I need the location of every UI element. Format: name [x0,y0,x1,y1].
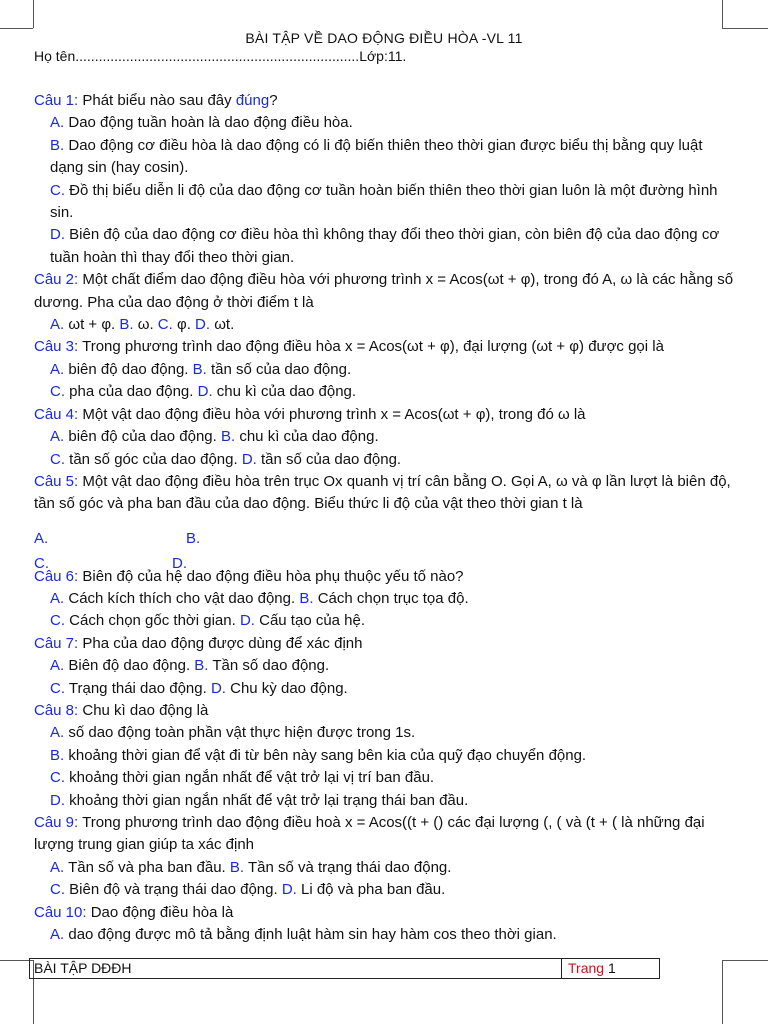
question-list [34,90,734,946]
option-c [50,767,734,789]
option-letter: D. [50,226,65,244]
question-label: Câu 5: [34,472,79,490]
option-text: số dao động toàn phần vật thực hiện được trong 1s. [64,724,416,742]
option-text: biên độ dao động. [64,360,193,378]
name-class-line: Họ tên.........................................................................Lớp:11. [34,48,407,64]
option-line [50,879,734,901]
option-letter: D. [195,316,211,334]
question-text: Chu kì dao động là [78,701,209,719]
option-text: biên độ của dao động. [64,428,221,446]
crop-mark [722,0,723,28]
option-text: Tần số dao động. [208,657,330,675]
option-row-ab [34,528,734,550]
option-text: Tần số và trạng thái dao động. [244,858,452,876]
option-text: Li độ và pha ban đầu. [296,881,446,899]
question-4 [34,404,734,426]
option-text: Cách chọn gốc thời gian. [65,612,240,630]
question-text: Một vật dao động điều hòa trên trục Ox quanh vị trí cân bằng O. Gọi A, ω và φ lần lượt là biên độ, tần số góc và pha ban đầu của dao động. Biểu thức li độ của vật theo thời gian t là [34,472,731,513]
spacer [34,516,734,528]
option-text: dao động được mô tả bằng định luật hàm sin hay hàm cos theo thời gian. [64,926,557,943]
question-text: Trong phương trình dao động điều hoà x = Acos((t + () các đại lượng (, ( và (t + ( là những đại lượng trung gian giúp ta xác định [34,813,705,854]
option-letter: B. [50,746,65,764]
option-letter: A. [50,360,65,378]
option-text: Cách chọn trục tọa độ. [313,589,469,607]
option-letter: C. [50,679,65,697]
option-text: tần số của dao động. [206,360,352,378]
option-letter: C. [50,881,65,899]
option-line [50,678,734,700]
question-emphasis: đúng [235,92,270,109]
option-text: Dao động tuần hoàn là dao động điều hòa. [64,114,353,132]
option-letter: C. [50,181,65,199]
question-label: Câu 3: [34,338,79,356]
option-letter: D. [197,383,213,401]
option-text: tần số góc của dao động. [65,450,242,468]
question-8 [34,700,734,722]
question-5 [34,471,734,516]
option-letter: A. [50,316,65,334]
option-b [50,745,734,767]
crop-mark [0,28,33,29]
option-letter: A. [50,858,65,876]
question-label: Câu 8: [34,701,79,719]
page-number [568,960,616,976]
question-label: Câu 7: [34,634,79,652]
option-letter: A. [50,926,65,943]
option-a [50,722,734,744]
option-text: ω. [133,316,158,334]
option-text: Biên độ dao động. [64,657,195,675]
option-letter: B. [194,657,209,675]
option-text: ωt. [210,316,235,334]
option-text: Biên độ và trạng thái dao động. [65,881,282,899]
footer-divider [561,959,562,978]
option-letter: C. [157,316,173,334]
option-letter: C. [50,383,65,401]
option-letter: C. [50,769,65,787]
footer-title: BÀI TẬP DĐĐH [34,960,132,976]
option-text: khoảng thời gian để vật đi từ bên này sang bên kia của quỹ đạo chuyển động. [64,746,587,764]
option-letter: B. [229,858,245,876]
option-text: ωt + φ. [64,316,120,334]
page-title: BÀI TẬP VỀ DAO ĐỘNG ĐIỀU HÒA -VL 11 [245,30,523,46]
page-footer [29,958,660,979]
option-letter: D. [210,679,226,697]
option-line [50,588,734,610]
option-letter: A. [50,428,65,446]
option-letter: B. [192,360,207,378]
question-label: Câu 4: [34,405,79,423]
option-text: Dao động cơ điều hòa là dao động có li độ biến thiên theo thời gian được biểu thị bằng quy luật dạng sin (hay cosin). [50,136,703,177]
option-line [50,610,734,632]
option-text: khoảng thời gian ngắn nhất để vật trở lại trạng thái ban đầu. [65,791,469,809]
question-label: Câu 6: [34,567,79,585]
option-text: Tần số và pha ban đầu. [64,858,230,876]
option-text: Đồ thị biểu diễn li độ của dao động cơ tuần hoàn biến thiên theo thời gian luôn là một đường hình sin. [50,181,718,222]
option-letter: C. [50,450,65,468]
option-letter: A. [50,724,65,742]
option-letter-a: A. [34,529,49,547]
option-letter: A. [50,589,65,607]
option-text: φ. [172,316,196,334]
option-letter: D. [50,791,65,809]
question-7 [34,633,734,655]
option-letter-d: D. [172,555,187,573]
question-text-end: ? [269,92,278,109]
question-text: Pha của dao động được dùng để xác định [78,634,363,652]
option-line [50,449,734,471]
option-text: chu kì của dao động. [235,428,379,446]
option-letter: C. [50,612,65,630]
crop-mark [722,960,768,961]
question-2 [34,269,734,314]
option-a [50,924,734,946]
option-text: pha của dao động. [65,383,198,401]
option-letter: B. [119,316,134,334]
question-10 [34,902,734,924]
option-letter: B. [50,136,65,154]
option-c [50,180,734,225]
option-letter: D. [281,881,297,899]
option-line [50,314,734,336]
option-line [50,655,734,677]
question-text: Phát biểu nào sau đây [78,92,236,109]
option-line [50,857,734,879]
question-1 [34,90,734,112]
option-letter: B. [299,589,314,607]
option-line [50,381,734,403]
question-label: Câu 2: [34,271,79,289]
question-text: Một vật dao động điều hòa với phương trình x = Acos(ωt + φ), trong đó ω là [78,405,586,423]
option-text: chu kì của dao động. [212,383,357,401]
option-letter: B. [220,428,236,446]
option-letter-b: B. [186,529,201,547]
option-line [50,359,734,381]
question-label: Câu 10: [34,903,87,921]
crop-mark [722,960,723,1024]
crop-mark [722,28,768,29]
page-num: 1 [604,960,616,976]
page-word: Trang [568,960,605,976]
option-text: Chu kỳ dao động. [225,679,348,697]
option-letter: A. [50,657,65,675]
question-text: Một chất điểm dao động điều hòa với phương trình x = Acos(ωt + φ), trong đó A, ω là các hằng số dương. Pha của dao động ở thời điểm t là [34,271,734,311]
question-label: Câu 9: [34,813,79,831]
option-b [50,135,734,180]
question-label: Câu 1: [34,92,79,109]
question-9 [34,812,734,857]
question-text: Dao động điều hòa là [86,903,234,921]
crop-mark [33,0,34,28]
option-text: Biên độ của dao động cơ điều hòa thì không thay đổi theo thời gian, còn biên độ của dao động cơ tuần hoàn thì thay đổi theo thời gian. [50,226,720,266]
option-text: tần số của dao động. [256,450,402,468]
question-3 [34,336,734,358]
option-letter: A. [50,114,65,132]
option-text: khoảng thời gian ngắn nhất để vật trở lại vị trí ban đầu. [65,769,435,787]
question-text: Biên độ của hệ dao động điều hòa phụ thuộc yếu tố nào? [78,567,464,585]
option-text: Trạng thái dao động. [65,679,211,697]
questions-6-10 [34,566,734,947]
option-line [50,426,734,448]
option-letter: D. [239,612,255,630]
option-letter: D. [241,450,257,468]
option-d [50,790,734,812]
option-letter-c: C. [34,555,49,573]
option-row-cd [34,553,734,575]
option-a [50,112,734,134]
option-text: Cách kích thích cho vật dao động. [64,589,300,607]
question-text: Trong phương trình dao động điều hòa x = Acos(ωt + φ), đại lượng (ωt + φ) được gọi là [78,338,664,356]
option-text: Cấu tạo của hệ. [254,612,366,630]
option-d [50,224,734,269]
